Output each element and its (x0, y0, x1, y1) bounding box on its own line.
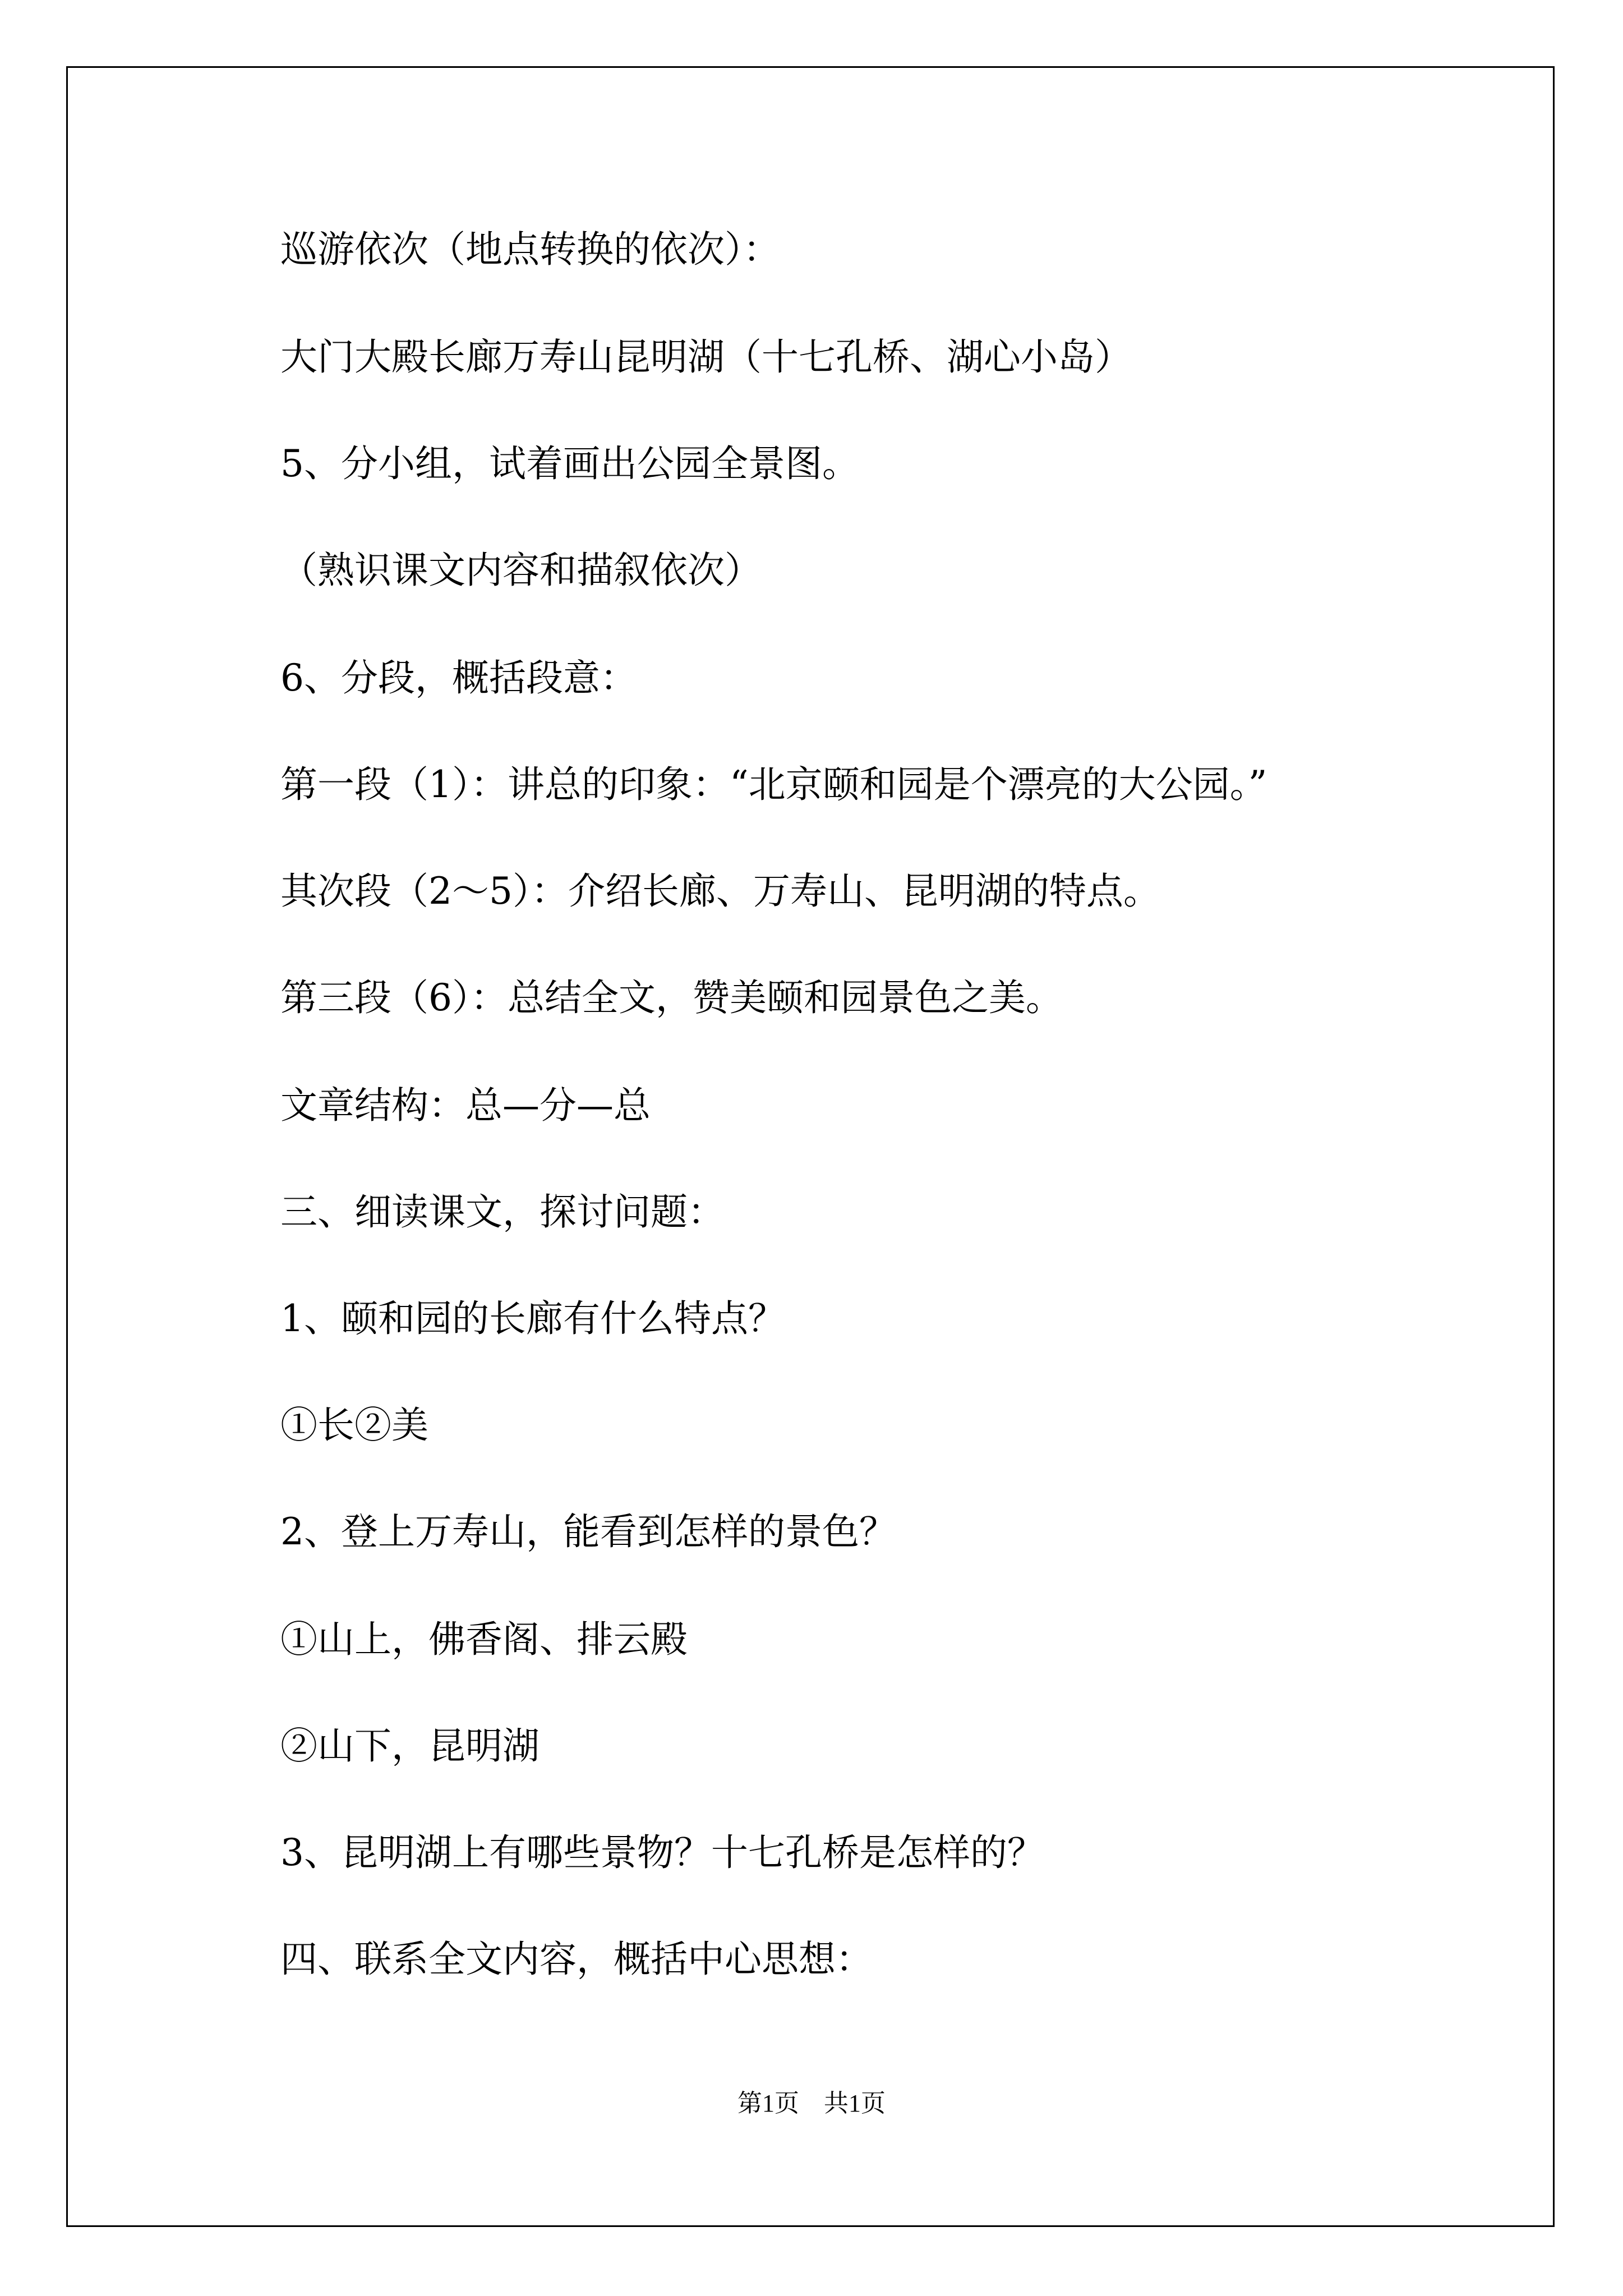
text-line: 6、分段，概括段意： (280, 656, 637, 700)
text-line: 大门大殿长廊万寿山昆明湖（十七孔桥、湖心小岛） (280, 335, 1132, 379)
text-line: 巡游依次（地点转换的依次）： (280, 228, 780, 271)
text-line: 其次段（2～5）：介绍长廊、万寿山、昆明湖的特点。 (280, 869, 1160, 913)
page-number-footer: 第1页 共1页 (737, 2090, 886, 2117)
text-line: 第一段（1）：讲总的印象：“北京颐和园是个漂亮的大公园。” (280, 763, 1267, 806)
page-border (66, 66, 1555, 2227)
text-line: ①山上，佛香阁、排云殿 (280, 1618, 688, 1661)
text-line: 文章结构：总—分—总 (280, 1084, 651, 1127)
text-line: 5、分小组，试着画出公园全景图。 (280, 442, 859, 485)
text-line: 3、昆明湖上有哪些景物？十七孔桥是怎样的？ (280, 1831, 1044, 1874)
text-line: ①长②美 (280, 1404, 428, 1447)
text-line: 三、细读课文，探讨问题： (280, 1190, 725, 1234)
text-line: 2、登上万寿山，能看到怎样的景色？ (280, 1510, 896, 1553)
text-line: ②山下，昆明湖 (280, 1724, 540, 1768)
text-line: 四、联系全文内容，概括中心思想： (280, 1938, 873, 1981)
text-line: 第三段（6）：总结全文，赞美颐和园景色之美。 (280, 976, 1063, 1019)
text-line: （熟识课文内容和描叙依次） (280, 549, 762, 592)
text-line: 1、颐和园的长廊有什么特点？ (280, 1297, 785, 1340)
